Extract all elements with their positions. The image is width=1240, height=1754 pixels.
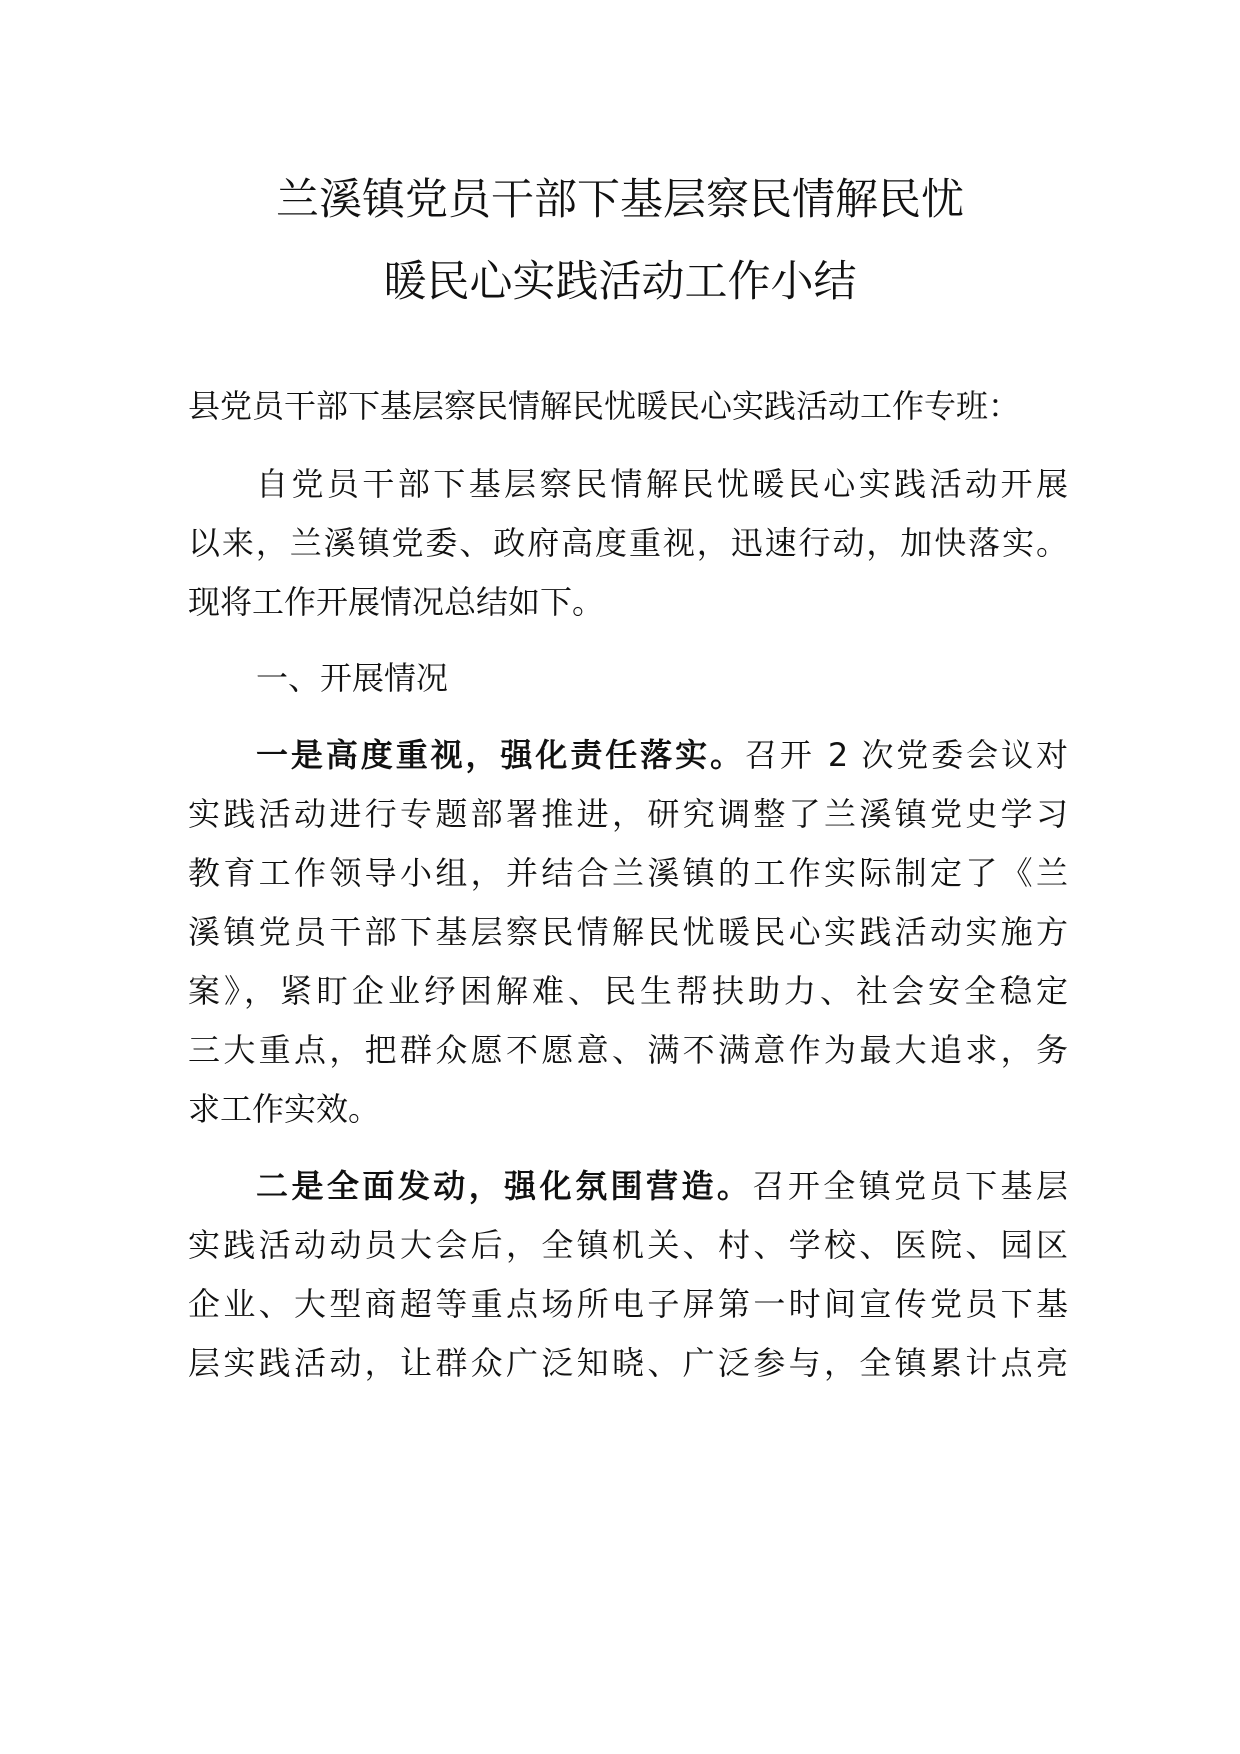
- intro-line-1: 自党员干部下基层察民情解民忧暖民心实践活动开展: [256, 465, 1068, 503]
- document-title-line-1: 兰溪镇党员干部下基层察民情解民忧: [276, 175, 964, 225]
- paragraph1-first-line-rest: 召开 2 次党委会议对: [744, 736, 1068, 774]
- paragraph1-line: 求工作实效。: [188, 1090, 381, 1128]
- paragraph2-line: 实践活动动员大会后，全镇机关、村、学校、医院、园区: [188, 1226, 1068, 1264]
- paragraph1-first-line: [256, 733, 1068, 777]
- section-heading: 一、开展情况: [256, 659, 449, 697]
- paragraph2-first-line: [256, 1164, 1068, 1208]
- paragraph1-bold-lead: 一是高度重视，强化责任落实。: [256, 736, 745, 774]
- paragraph2-first-line-rest: 召开全镇党员下基层: [752, 1167, 1068, 1205]
- paragraph2-line: 层实践活动，让群众广泛知晓、广泛参与，全镇累计点亮: [188, 1344, 1068, 1382]
- paragraph1-line: 三大重点，把群众愿不愿意、满不满意作为最大追求，务: [188, 1031, 1068, 1069]
- intro-line-2: 以来，兰溪镇党委、政府高度重视，迅速行动，加快落实。: [188, 524, 1068, 562]
- paragraph1-line: 教育工作领导小组，并结合兰溪镇的工作实际制定了《兰: [188, 854, 1068, 892]
- paragraph2-line: 企业、大型商超等重点场所电子屏第一时间宣传党员下基: [188, 1285, 1068, 1323]
- intro-line-3: 现将工作开展情况总结如下。: [188, 583, 605, 621]
- salutation: 县党员干部下基层察民情解民忧暖民心实践活动工作专班：: [188, 387, 1021, 425]
- document-title-line-2: 暖民心实践活动工作小结: [383, 257, 857, 307]
- paragraph1-line: 案》，紧盯企业纾困解难、民生帮扶助力、社会安全稳定: [188, 972, 1068, 1010]
- paragraph1-line: 实践活动进行专题部署推进，研究调整了兰溪镇党史学习: [188, 795, 1068, 833]
- paragraph2-bold-lead: 二是全面发动，强化氛围营造。: [256, 1167, 753, 1205]
- paragraph1-line: 溪镇党员干部下基层察民情解民忧暖民心实践活动实施方: [188, 913, 1068, 951]
